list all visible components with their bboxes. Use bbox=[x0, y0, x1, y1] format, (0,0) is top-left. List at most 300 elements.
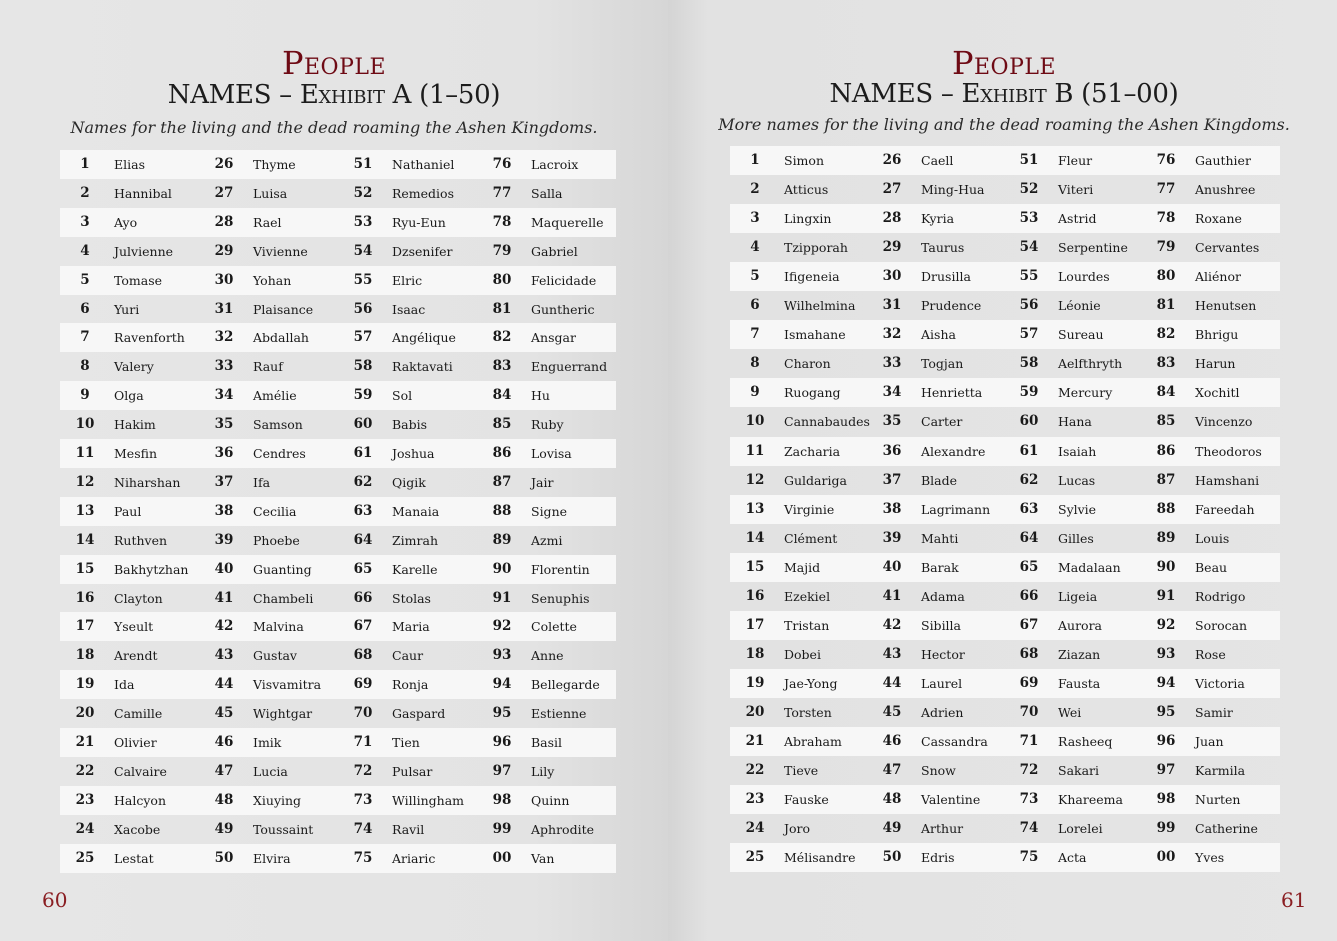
table-row bbox=[199, 641, 338, 670]
roll-number: 22 bbox=[75, 762, 95, 779]
person-name: Ifigeneia bbox=[784, 269, 840, 285]
roll-number: 99 bbox=[1156, 820, 1176, 837]
table-row bbox=[60, 526, 199, 555]
roll-number: 87 bbox=[492, 473, 512, 490]
roll-number: 27 bbox=[214, 184, 234, 201]
page-number: 61 bbox=[1281, 888, 1307, 912]
table-row bbox=[338, 410, 477, 439]
table-row bbox=[199, 786, 338, 815]
person-name: Malvina bbox=[253, 619, 304, 635]
roll-number: 6 bbox=[80, 300, 90, 317]
table-row bbox=[1004, 640, 1143, 669]
table-row bbox=[199, 612, 338, 641]
roll-number: 81 bbox=[1156, 297, 1176, 314]
table-row bbox=[477, 670, 616, 699]
roll-number: 54 bbox=[1019, 239, 1039, 256]
person-name: Arthur bbox=[921, 821, 964, 837]
roll-number: 1 bbox=[750, 152, 760, 168]
table-row bbox=[867, 262, 1006, 291]
person-name: Yuri bbox=[114, 301, 140, 317]
table-row bbox=[60, 323, 199, 352]
person-name: Lorelei bbox=[1058, 821, 1103, 837]
person-name: Karmila bbox=[1195, 763, 1246, 779]
roll-number: 35 bbox=[882, 413, 902, 430]
roll-number: 49 bbox=[882, 820, 902, 837]
person-name: Gaspard bbox=[392, 706, 446, 722]
table-row bbox=[199, 410, 338, 439]
person-name: Xacobe bbox=[114, 821, 161, 837]
person-name: Blade bbox=[921, 472, 958, 488]
roll-number: 84 bbox=[1156, 384, 1176, 401]
table-row bbox=[60, 208, 199, 237]
table-row bbox=[60, 670, 199, 699]
table-row bbox=[730, 553, 869, 582]
person-name: Lourdes bbox=[1058, 269, 1110, 285]
table-row bbox=[730, 175, 869, 204]
table-row bbox=[730, 495, 869, 524]
person-name: Thyme bbox=[253, 157, 296, 172]
roll-number: 83 bbox=[492, 358, 512, 375]
person-name: Léonie bbox=[1058, 298, 1101, 314]
person-name: Rael bbox=[253, 214, 282, 230]
roll-number: 78 bbox=[492, 213, 512, 230]
roll-number: 69 bbox=[1019, 674, 1039, 691]
roll-number: 1 bbox=[80, 156, 90, 172]
person-name: Fareedah bbox=[1195, 501, 1255, 517]
roll-number: 55 bbox=[1019, 268, 1039, 285]
roll-number: 19 bbox=[75, 676, 95, 693]
person-name: Hector bbox=[921, 646, 965, 662]
table-row bbox=[199, 381, 338, 410]
table-row bbox=[1141, 466, 1280, 495]
person-name: Yves bbox=[1195, 850, 1225, 866]
table-row bbox=[477, 815, 616, 844]
table-row bbox=[867, 349, 1006, 378]
roll-number: 38 bbox=[882, 500, 902, 517]
roll-number: 63 bbox=[353, 502, 373, 519]
person-name: Lingxin bbox=[784, 211, 832, 227]
person-name: Angélique bbox=[392, 330, 456, 346]
roll-number: 93 bbox=[492, 647, 512, 664]
roll-number: 40 bbox=[214, 560, 234, 577]
person-name: Elric bbox=[392, 272, 423, 288]
person-name: Taurus bbox=[921, 240, 965, 256]
person-name: Sorocan bbox=[1195, 617, 1248, 633]
table-row bbox=[1141, 582, 1280, 611]
roll-number: 52 bbox=[1019, 181, 1039, 198]
table-row bbox=[199, 728, 338, 757]
table-row bbox=[338, 323, 477, 352]
person-name: Ayo bbox=[114, 214, 138, 230]
roll-number: 25 bbox=[75, 849, 95, 866]
roll-number: 46 bbox=[882, 733, 902, 749]
table-row bbox=[477, 323, 616, 352]
table-row bbox=[477, 150, 616, 179]
roll-number: 36 bbox=[882, 442, 902, 459]
table-row bbox=[1004, 262, 1143, 291]
table-row bbox=[1141, 785, 1280, 814]
roll-number: 48 bbox=[214, 791, 234, 808]
roll-number: 39 bbox=[214, 531, 234, 548]
roll-number: 86 bbox=[1156, 442, 1176, 459]
table-row bbox=[477, 728, 616, 757]
table-row bbox=[1141, 524, 1280, 553]
person-name: Rodrigo bbox=[1195, 588, 1246, 604]
roll-number: 91 bbox=[492, 589, 512, 606]
person-name: Caur bbox=[392, 648, 424, 664]
table-row bbox=[60, 497, 199, 526]
person-name: Julvienne bbox=[114, 243, 174, 259]
table-row bbox=[477, 352, 616, 381]
person-name: Rasheeq bbox=[1058, 734, 1113, 749]
roll-number: 66 bbox=[1019, 587, 1039, 604]
roll-number: 96 bbox=[492, 734, 512, 750]
table-row bbox=[1141, 495, 1280, 524]
roll-number: 75 bbox=[353, 849, 373, 866]
roll-number: 50 bbox=[882, 849, 902, 866]
roll-number: 37 bbox=[882, 471, 902, 488]
roll-number: 30 bbox=[214, 271, 234, 288]
table-row bbox=[477, 208, 616, 237]
roll-number: 30 bbox=[882, 268, 902, 285]
table-row bbox=[338, 179, 477, 208]
person-name: Willingham bbox=[392, 792, 465, 808]
person-name: Qigik bbox=[392, 474, 426, 490]
table-row bbox=[338, 786, 477, 815]
table-row bbox=[60, 728, 199, 757]
person-name: Salla bbox=[531, 185, 563, 201]
roll-number: 14 bbox=[75, 531, 95, 548]
table-row bbox=[338, 439, 477, 468]
table-row bbox=[199, 497, 338, 526]
roll-number: 80 bbox=[492, 271, 512, 288]
person-name: Hamshani bbox=[1195, 472, 1260, 488]
roll-number: 34 bbox=[882, 384, 902, 401]
roll-number: 73 bbox=[353, 791, 373, 808]
table-row bbox=[1004, 146, 1143, 175]
table-row bbox=[60, 352, 199, 381]
table-row bbox=[477, 295, 616, 324]
table-row bbox=[730, 524, 869, 553]
roll-number: 15 bbox=[745, 558, 765, 575]
roll-number: 20 bbox=[75, 705, 95, 722]
roll-number: 33 bbox=[214, 358, 234, 375]
roll-number: 49 bbox=[214, 820, 234, 837]
roll-number: 89 bbox=[492, 531, 512, 548]
table-row bbox=[60, 410, 199, 439]
person-name: Lacroix bbox=[531, 157, 579, 172]
roll-number: 70 bbox=[353, 705, 373, 722]
person-name: Catherine bbox=[1195, 821, 1258, 837]
person-name: Olga bbox=[114, 388, 144, 404]
person-name: Ryu-Eun bbox=[392, 214, 446, 230]
person-name: Lucas bbox=[1058, 472, 1096, 488]
roll-number: 77 bbox=[1156, 181, 1176, 198]
table-row bbox=[338, 728, 477, 757]
table-row bbox=[1141, 291, 1280, 320]
roll-number: 64 bbox=[1019, 529, 1039, 546]
roll-number: 25 bbox=[745, 849, 765, 866]
roll-number: 41 bbox=[214, 589, 234, 606]
table-row bbox=[730, 437, 869, 466]
table-row bbox=[477, 641, 616, 670]
table-row bbox=[1004, 349, 1143, 378]
person-name: Victoria bbox=[1195, 675, 1245, 691]
person-name: Ming-Hua bbox=[921, 182, 985, 198]
table-row bbox=[60, 844, 199, 873]
table-row bbox=[338, 150, 477, 179]
person-name: Gustav bbox=[253, 648, 297, 664]
roll-number: 54 bbox=[353, 242, 373, 259]
table-row bbox=[338, 584, 477, 613]
table-row bbox=[199, 208, 338, 237]
table-row bbox=[1004, 437, 1143, 466]
roll-number: 90 bbox=[492, 560, 512, 577]
person-name: Ziazan bbox=[1058, 646, 1101, 662]
person-name: Joshua bbox=[392, 446, 435, 461]
roll-number: 59 bbox=[1019, 384, 1039, 401]
roll-number: 88 bbox=[492, 502, 512, 519]
roll-number: 5 bbox=[750, 268, 760, 285]
table-row bbox=[477, 468, 616, 497]
table-row bbox=[338, 266, 477, 295]
table-row bbox=[867, 843, 1006, 872]
table-row bbox=[199, 757, 338, 786]
roll-number: 41 bbox=[882, 587, 902, 604]
person-name: Abraham bbox=[784, 734, 842, 749]
roll-number: 80 bbox=[1156, 268, 1176, 285]
table-row bbox=[867, 524, 1006, 553]
table-row bbox=[338, 381, 477, 410]
person-name: Enguerrand bbox=[531, 359, 608, 375]
roll-number: 23 bbox=[745, 791, 765, 808]
table-row bbox=[338, 699, 477, 728]
roll-number: 67 bbox=[1019, 616, 1039, 633]
roll-number: 89 bbox=[1156, 529, 1176, 546]
roll-number: 4 bbox=[80, 242, 90, 259]
person-name: Ezekiel bbox=[784, 588, 831, 604]
table-row bbox=[338, 468, 477, 497]
table-row bbox=[60, 381, 199, 410]
person-name: Tzipporah bbox=[784, 240, 848, 256]
roll-number: 45 bbox=[882, 703, 902, 720]
table-row bbox=[867, 553, 1006, 582]
roll-number: 6 bbox=[750, 297, 760, 314]
roll-number: 84 bbox=[492, 387, 512, 404]
person-name: Henutsen bbox=[1195, 298, 1257, 314]
roll-number: 23 bbox=[75, 791, 95, 808]
roll-number: 34 bbox=[214, 387, 234, 404]
table-row bbox=[477, 612, 616, 641]
table-heading: NAMES – Exhibit B (51–00) bbox=[829, 79, 1179, 109]
table-row bbox=[1004, 843, 1143, 872]
person-name: Alexandre bbox=[921, 443, 986, 459]
person-name: Tristan bbox=[784, 617, 830, 633]
table-row bbox=[730, 785, 869, 814]
roll-number: 13 bbox=[75, 502, 95, 519]
roll-number: 8 bbox=[750, 355, 760, 372]
person-name: Anushree bbox=[1195, 182, 1256, 198]
roll-number: 16 bbox=[745, 587, 765, 604]
roll-number: 33 bbox=[882, 355, 902, 372]
roll-number: 44 bbox=[882, 674, 902, 691]
person-name: Edris bbox=[921, 850, 955, 866]
person-name: Mahti bbox=[921, 530, 959, 546]
roll-number: 00 bbox=[492, 849, 512, 866]
roll-number: 87 bbox=[1156, 471, 1176, 488]
table-row bbox=[1141, 727, 1280, 756]
roll-number: 29 bbox=[882, 239, 902, 256]
person-name: Zimrah bbox=[392, 532, 439, 548]
person-name: Samir bbox=[1195, 704, 1233, 720]
roll-number: 10 bbox=[75, 416, 95, 433]
table-row bbox=[477, 410, 616, 439]
person-name: Ismahane bbox=[784, 327, 846, 343]
roll-number: 60 bbox=[1019, 413, 1039, 430]
table-row bbox=[60, 468, 199, 497]
person-name: Zacharia bbox=[784, 443, 841, 459]
roll-number: 9 bbox=[750, 384, 760, 401]
roll-number: 99 bbox=[492, 820, 512, 837]
person-name: Carter bbox=[921, 414, 963, 430]
table-row bbox=[199, 670, 338, 699]
roll-number: 42 bbox=[882, 616, 902, 633]
table-row bbox=[1004, 378, 1143, 407]
table-row bbox=[1141, 204, 1280, 233]
person-name: Guldariga bbox=[784, 472, 847, 488]
roll-number: 86 bbox=[492, 445, 512, 461]
roll-number: 97 bbox=[492, 762, 512, 779]
roll-number: 74 bbox=[353, 820, 373, 837]
table-row bbox=[1004, 495, 1143, 524]
person-name: Dzsenifer bbox=[392, 243, 453, 259]
person-name: Fauske bbox=[784, 792, 829, 808]
roll-number: 8 bbox=[80, 358, 90, 375]
table-row bbox=[867, 204, 1006, 233]
roll-number: 92 bbox=[1156, 616, 1176, 633]
person-name: Atticus bbox=[784, 182, 829, 198]
table-subtitle: Names for the living and the dead roaming the Ashen Kingdoms. bbox=[70, 118, 598, 137]
table-row bbox=[477, 497, 616, 526]
roll-number: 83 bbox=[1156, 355, 1176, 372]
table-row bbox=[338, 295, 477, 324]
roll-number: 42 bbox=[214, 618, 234, 635]
person-name: Jae-Yong bbox=[784, 675, 838, 691]
roll-number: 35 bbox=[214, 416, 234, 433]
person-name: Calvaire bbox=[114, 763, 167, 779]
roll-number: 52 bbox=[353, 184, 373, 201]
roll-number: 47 bbox=[882, 762, 902, 779]
table-row bbox=[1004, 611, 1143, 640]
roll-number: 21 bbox=[745, 733, 765, 749]
table-row bbox=[338, 757, 477, 786]
roll-number: 22 bbox=[745, 762, 765, 779]
person-name: Acta bbox=[1058, 850, 1087, 866]
roll-number: 91 bbox=[1156, 587, 1176, 604]
table-row bbox=[730, 320, 869, 349]
person-name: Arendt bbox=[114, 648, 158, 664]
roll-number: 53 bbox=[353, 213, 373, 230]
person-name: Samson bbox=[253, 417, 303, 433]
person-name: Cervantes bbox=[1195, 240, 1260, 256]
table-row bbox=[199, 526, 338, 555]
person-name: Imik bbox=[253, 735, 282, 750]
person-name: Khareema bbox=[1058, 792, 1123, 808]
table-row bbox=[1004, 233, 1143, 262]
roll-number: 78 bbox=[1156, 210, 1176, 227]
roll-number: 19 bbox=[745, 674, 765, 691]
table-row bbox=[1141, 611, 1280, 640]
roll-number: 36 bbox=[214, 445, 234, 461]
table-row bbox=[1141, 233, 1280, 262]
page-number: 60 bbox=[42, 888, 68, 912]
person-name: Bhrigu bbox=[1195, 327, 1239, 343]
person-name: Abdallah bbox=[253, 330, 309, 346]
person-name: Gauthier bbox=[1195, 153, 1251, 168]
person-name: Signe bbox=[531, 503, 568, 519]
person-name: Vincenzo bbox=[1195, 414, 1253, 430]
table-row bbox=[730, 814, 869, 843]
table-row bbox=[730, 698, 869, 727]
person-name: Barak bbox=[921, 559, 959, 575]
table-subtitle: More names for the living and the dead roaming the Ashen Kingdoms. bbox=[718, 115, 1290, 134]
table-row bbox=[60, 295, 199, 324]
table-row bbox=[730, 407, 869, 436]
roll-number: 37 bbox=[214, 473, 234, 490]
person-name: Plaisance bbox=[253, 301, 314, 317]
person-name: Louis bbox=[1195, 530, 1230, 546]
table-row bbox=[60, 815, 199, 844]
table-row bbox=[199, 179, 338, 208]
person-name: Elias bbox=[114, 157, 145, 172]
person-name: Caell bbox=[921, 153, 954, 168]
person-name: Sureau bbox=[1058, 327, 1104, 343]
roll-number: 70 bbox=[1019, 703, 1039, 720]
person-name: Maquerelle bbox=[531, 214, 604, 230]
roll-number: 62 bbox=[353, 473, 373, 490]
person-name: Bakhytzhan bbox=[114, 561, 189, 577]
person-name: Sol bbox=[392, 388, 413, 404]
table-row bbox=[1141, 756, 1280, 785]
table-row bbox=[477, 786, 616, 815]
roll-number: 12 bbox=[75, 473, 95, 490]
person-name: Niharshan bbox=[114, 474, 181, 490]
roll-number: 31 bbox=[214, 300, 234, 317]
person-name: Lovisa bbox=[531, 446, 572, 461]
roll-number: 2 bbox=[80, 184, 90, 201]
person-name: Hannibal bbox=[114, 185, 172, 201]
person-name: Adrien bbox=[921, 704, 964, 720]
table-row bbox=[730, 262, 869, 291]
person-name: Quinn bbox=[531, 792, 570, 808]
person-name: Viteri bbox=[1058, 182, 1094, 198]
roll-number: 28 bbox=[882, 210, 902, 227]
roll-number: 39 bbox=[882, 529, 902, 546]
person-name: Hu bbox=[531, 388, 550, 404]
person-name: Astrid bbox=[1058, 211, 1097, 227]
person-name: Ansgar bbox=[531, 330, 576, 346]
person-name: Stolas bbox=[392, 590, 431, 606]
person-name: Drusilla bbox=[921, 269, 971, 285]
roll-number: 27 bbox=[882, 181, 902, 198]
table-row bbox=[867, 582, 1006, 611]
roll-number: 69 bbox=[353, 676, 373, 693]
person-name: Roxane bbox=[1195, 211, 1242, 227]
table-row bbox=[867, 291, 1006, 320]
person-name: Guntheric bbox=[531, 301, 595, 317]
table-row bbox=[60, 150, 199, 179]
roll-number: 29 bbox=[214, 242, 234, 259]
